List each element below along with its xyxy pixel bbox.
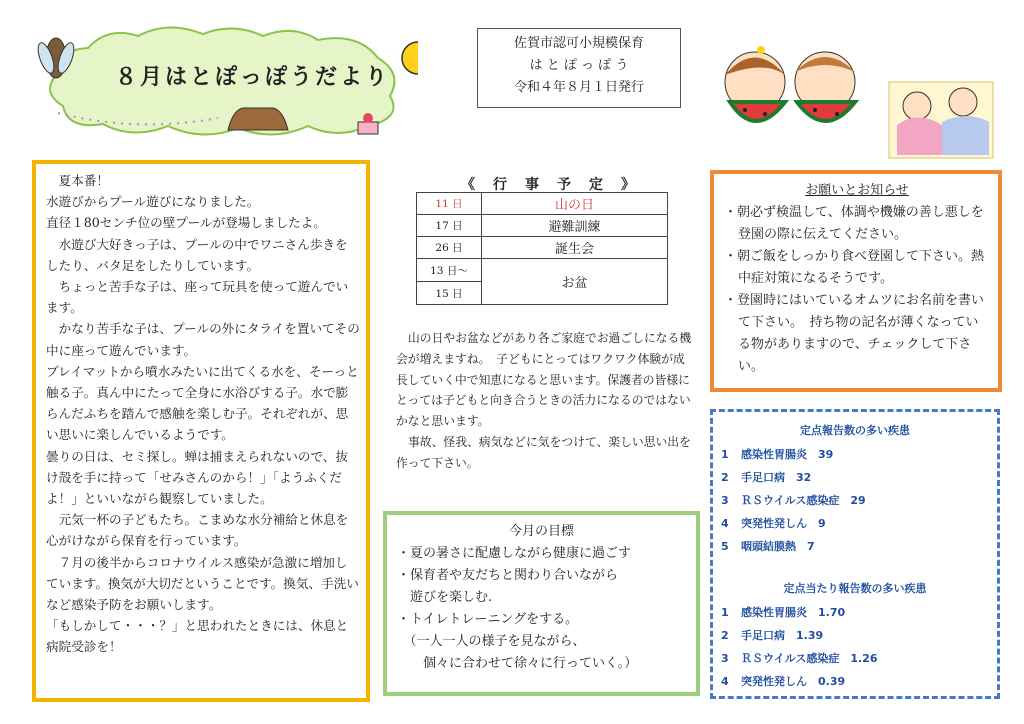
message-paragraph: 事故、怪我、病気などに気をつけて、楽しい思い出を作って下さい。 (396, 434, 691, 470)
disease-row (721, 446, 989, 462)
disease-rank: 2 (721, 629, 729, 642)
schedule-table (416, 192, 668, 305)
article-paragraph: ７月の後半からコロナウイルス感染が急激に増加しています。換気が大切だということです。換気、手洗いなど感染予防をお願いします。 (46, 554, 359, 613)
schedule-row (417, 259, 668, 282)
disease-rank: 4 (721, 675, 729, 688)
notice-box (710, 170, 1002, 392)
article-paragraph: プレイマットから噴水みたいに出てくる水を、そーっと触る子。真ん中にたって全身に水浴びする子。水で膨らんだふちを踏んで感触を楽しむ子。それぞれが、思い思いに楽しんでいるようです。 (46, 363, 359, 443)
sleeping-babies-illustration (887, 80, 995, 160)
disease-row (721, 604, 989, 620)
article-paragraph: ちょっと苦手な子は、座って玩具を使って遊んでいます。 (46, 279, 349, 316)
disease-rank: 1 (721, 606, 729, 619)
kids-watermelon-illustration (705, 40, 880, 140)
goal-item: （一人一人の様子を見ながら、 (397, 634, 586, 649)
disease-text: 手足口病 1.39 (741, 629, 824, 642)
disease-text: ＲＳウイルス感染症 1.26 (741, 652, 878, 665)
disease-rank: 3 (721, 652, 729, 665)
disease-text: 感染性胃腸炎 1.70 (741, 606, 846, 619)
article-paragraph: 夏本番！ (46, 173, 109, 188)
disease-row (721, 650, 989, 666)
disease-rank: 5 (721, 540, 729, 553)
disease-text: 突発性発しん 9 (741, 517, 826, 530)
disease-count-title: 定点報告数の多い疾患 (800, 424, 910, 437)
goal-item: ・保育者や友だちと関わり合いながら (397, 568, 619, 583)
schedule-row (417, 193, 668, 215)
publisher-line-3: 令和４年８月１日発行 (513, 80, 644, 95)
disease-rank: 3 (721, 494, 729, 507)
schedule-event: 誕生会 (482, 237, 668, 259)
disease-text: 咽頭結膜熱 7 (741, 540, 815, 553)
article-paragraph: 元気一杯の子どもたち。こまめな水分補給と休息を心がけながら保育を行っています。 (46, 512, 349, 549)
monthly-goals-box (383, 511, 700, 696)
goal-item: 遊びを楽しむ. (397, 590, 493, 605)
message-paragraph: 山の日やお盆などがあり各ご家庭でお過ごしになる機会が増えますね。 子どもにとってはワクワク体験が成長していく中で知恵になると思います。保護者の皆様にとっては子どもと向き合うときの活力になるのではないかなと思います。 (396, 331, 692, 429)
disease-text: 感染性胃腸炎 39 (741, 448, 834, 461)
disease-report-box (710, 409, 1000, 699)
schedule-day: 15 日 (417, 282, 482, 305)
disease-rank: 2 (721, 471, 729, 484)
disease-row (721, 627, 989, 643)
schedule-day: 17 日 (417, 215, 482, 237)
disease-row (721, 469, 989, 485)
schedule-row (417, 215, 668, 237)
disease-row (721, 515, 989, 531)
disease-text: 突発性発しん 0.39 (741, 675, 846, 688)
disease-row (721, 492, 989, 508)
newsletter-title: ８月はとぽっぽうだより (115, 64, 391, 90)
article-paragraph: 水遊び大好きっ子は、プールの中でワニさん歩きをしたり、バタ足をしたりしています。 (46, 236, 348, 273)
goal-item: ・夏の暑さに配慮しながら健康に過ごす (397, 546, 632, 561)
schedule-day: 13 日～ (417, 259, 482, 282)
disease-text: ＲＳウイルス感染症 29 (741, 494, 866, 507)
notice-title: お願いとお知らせ (805, 183, 909, 198)
disease-text: 手足口病 32 (741, 471, 812, 484)
tree-stump-icon (228, 108, 288, 130)
schedule-event: お盆 (482, 259, 668, 305)
schedule-row (417, 237, 668, 259)
notice-item: ・朝ご飯をしっかり食べ登園して下さい。熱中症対策になるそうです。 (724, 249, 985, 286)
schedule-day: 11 日 (417, 193, 482, 215)
holiday-message (396, 328, 696, 474)
article-paragraph: 直径１80センチ位の壁プールが登場しましたよ。 (46, 215, 326, 231)
notice-item: ・朝必ず検温して、体調や機嫌の善し悪しを登園の際に伝えてください。 (724, 205, 984, 242)
goal-item: ・トイレトレーニングをする。 (397, 612, 579, 627)
article-paragraph: 水遊びからプール遊びになりました。 (46, 194, 260, 210)
article-paragraph: かなり苦手な子は、プールの外にタライを置いてその中に座って遊んでいます。 (46, 321, 360, 358)
article-paragraph: 曇りの日は、セミ探し。蝉は捕まえられないので、抜け殻を手に持って「せみさんのから！」「ようふくだよ！」といいながら観察していました。 (46, 448, 348, 507)
goals-title: 今月の目標 (508, 524, 574, 539)
disease-rate-title: 定点当たり報告数の多い疾患 (783, 582, 927, 595)
goal-item: 個々に合わせて徐々に行っていく。） (397, 656, 638, 671)
publisher-line-1: 佐賀市認可小規模保育 (513, 36, 644, 51)
disease-row (721, 538, 989, 554)
schedule-title: 《 行 事 予 定 》 (461, 177, 637, 193)
disease-rank: 1 (721, 448, 729, 461)
schedule-event: 山の日 (482, 193, 668, 215)
disease-row (721, 673, 989, 689)
sun-icon (402, 42, 418, 74)
summer-article-box (32, 160, 370, 702)
disease-rank: 4 (721, 517, 729, 530)
article-paragraph: 「もしかして・・・？」と思われたときには、休息と病院受診を！ (46, 618, 349, 655)
schedule-day: 26 日 (417, 237, 482, 259)
schedule-event: 避難訓練 (482, 215, 668, 237)
publisher-line-2: は と ぽ っ ぽ う (529, 58, 629, 73)
notice-item: ・登園時にはいているオムツにお名前を書いて下さい。 持ち物の記名が薄くなっている物がありますので、チェックして下さい。 (724, 293, 985, 374)
publisher-box (477, 28, 681, 108)
